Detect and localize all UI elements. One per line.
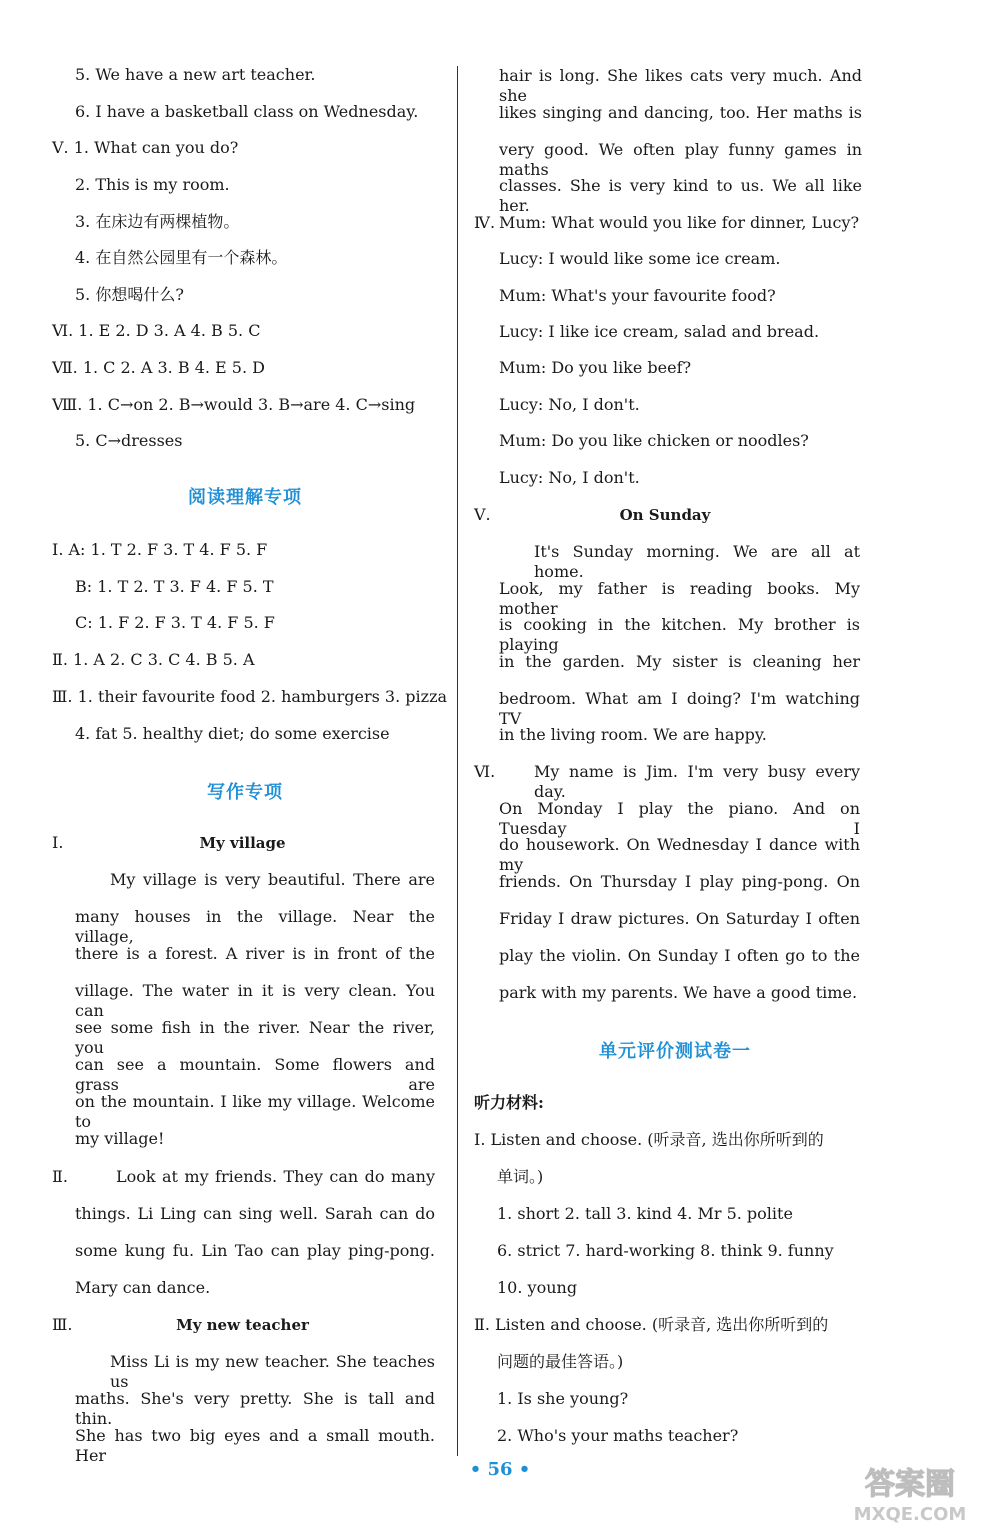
essay-line: likes singing and dancing, too. Her maths is — [499, 103, 862, 122]
dialogue-line: Lucy: I would like some ice cream. — [499, 249, 781, 268]
essay-line: On Monday I play the piano. And on Tuesday I — [499, 799, 860, 838]
essay-line: on the mountain. I like my village. Welcome to — [75, 1092, 435, 1131]
essay-title: My village — [199, 834, 286, 852]
dialogue-line: Mum: Do you like beef? — [499, 358, 692, 377]
essay-line: my village! — [75, 1129, 165, 1148]
answer-line: Ⅰ. A: 1. T 2. F 3. T 4. F 5. F — [52, 540, 268, 559]
essay-line: can see a mountain. Some flowers and grass are — [75, 1055, 435, 1094]
question-line: Ⅰ. Listen and choose. (听录音, 选出你所听到的 — [474, 1130, 824, 1149]
text-line: 4. 在自然公园里有一个森林。 — [75, 248, 288, 267]
essay-line: there is a forest. A river is in front of the — [75, 944, 435, 963]
essay-line: My village is very beautiful. There are — [110, 870, 435, 889]
question-line: 2. Who's your maths teacher? — [497, 1426, 739, 1445]
unit-heading: 单元评价测试卷一 — [599, 1041, 751, 1062]
essay-title: My new teacher — [176, 1316, 309, 1334]
essay-line: She has two big eyes and a small mouth. Her — [75, 1426, 435, 1465]
section-label: Ⅴ. — [474, 505, 491, 524]
essay-line: things. Li Ling can sing well. Sarah can do — [75, 1204, 435, 1223]
answer-line: Ⅶ. 1. C 2. A 3. B 4. E 5. D — [52, 358, 265, 377]
answer-line: 1. short 2. tall 3. kind 4. Mr 5. polite — [497, 1204, 793, 1223]
section-label: Ⅰ. — [52, 833, 64, 852]
essay-line: bedroom. What am I doing? I'm watching TV — [499, 689, 860, 728]
svg-text:MXQE.COM: MXQE.COM — [853, 1504, 967, 1525]
question-line: 问题的最佳答语。) — [497, 1352, 624, 1371]
answer-line: 6. strict 7. hard-working 8. think 9. funny — [497, 1241, 834, 1260]
section-label: Ⅵ. — [474, 762, 496, 781]
essay-line: maths. She's very pretty. She is tall and thin. — [75, 1389, 435, 1428]
answer-line: Ⅱ. 1. A 2. C 3. C 4. B 5. A — [52, 650, 255, 669]
answer-line: 10. young — [497, 1278, 578, 1297]
text-line: Ⅴ. 1. What can you do? — [52, 138, 239, 157]
essay-line: Look, my father is reading books. My mother — [499, 579, 860, 618]
listening-label: 听力材料: — [474, 1093, 544, 1112]
essay-line: is cooking in the kitchen. My brother is playing — [499, 615, 860, 654]
text-line: 5. We have a new art teacher. — [75, 65, 316, 84]
essay-line: It's Sunday morning. We are all at home. — [534, 542, 860, 581]
essay-line: friends. On Thursday I play ping-pong. On — [499, 872, 860, 891]
essay-line: play the violin. On Sunday I often go to the — [499, 946, 860, 965]
essay-line: park with my parents. We have a good time. — [499, 983, 858, 1002]
question-line: 1. Is she young? — [497, 1389, 629, 1408]
text-line: 6. I have a basketball class on Wednesday. — [75, 102, 419, 121]
essay-line: very good. We often play funny games in maths — [499, 140, 862, 179]
essay-line: in the living room. We are happy. — [499, 725, 767, 744]
reading-heading: 阅读理解专项 — [188, 487, 302, 508]
watermark-logo — [830, 1460, 990, 1526]
answer-line: Ⅷ. 1. C→on 2. B→would 3. B→are 4. C→sing — [52, 395, 416, 414]
answer-line: Ⅲ. 1. their favourite food 2. hamburgers 3. pizza — [52, 687, 448, 706]
column-divider — [457, 66, 458, 1456]
essay-line: classes. She is very kind to us. We all like her. — [499, 176, 862, 215]
essay-line: hair is long. She likes cats very much. And she — [499, 66, 862, 105]
essay-line: Friday I draw pictures. On Saturday I often — [499, 909, 860, 928]
dialogue-line: Lucy: No, I don't. — [499, 468, 640, 487]
text-line: 2. This is my room. — [75, 175, 230, 194]
essay-line: Mary can dance. — [75, 1278, 211, 1297]
essay-line: My name is Jim. I'm very busy every day. — [534, 762, 860, 801]
answer-line: C: 1. F 2. F 3. T 4. F 5. F — [75, 613, 275, 632]
essay-line: in the garden. My sister is cleaning her — [499, 652, 860, 671]
text-line: 5. 你想喝什么? — [75, 285, 184, 304]
question-line: Ⅱ. Listen and choose. (听录音, 选出你所听到的 — [474, 1315, 829, 1334]
essay-title: On Sunday — [619, 506, 711, 524]
svg-text:答案圈: 答案圈 — [865, 1467, 955, 1502]
essay-line: some kung fu. Lin Tao can play ping-pong. — [75, 1241, 435, 1260]
essay-line: see some fish in the river. Near the river, you — [75, 1018, 435, 1057]
section-label: Ⅱ. — [52, 1167, 68, 1186]
essay-line: Miss Li is my new teacher. She teaches us — [110, 1352, 435, 1391]
essay-line: do housework. On Wednesday I dance with my — [499, 835, 860, 874]
dialogue-line: Mum: Do you like chicken or noodles? — [499, 431, 809, 450]
text-line: 3. 在床边有两棵植物。 — [75, 212, 240, 231]
answer-line: 5. C→dresses — [75, 431, 183, 450]
dialogue-line: Mum: What's your favourite food? — [499, 286, 776, 305]
answer-line: Ⅵ. 1. E 2. D 3. A 4. B 5. C — [52, 321, 261, 340]
section-label: Ⅲ. — [52, 1315, 73, 1334]
writing-heading: 写作专项 — [207, 782, 283, 803]
question-line: 单词。) — [497, 1167, 544, 1186]
dialogue-line: Mum: What would you like for dinner, Lucy? — [499, 213, 860, 232]
essay-line: many houses in the village. Near the village, — [75, 907, 435, 946]
page-number: • 56 • — [469, 1459, 531, 1480]
dialogue-line: Lucy: I like ice cream, salad and bread. — [499, 322, 820, 341]
section-label: Ⅳ. — [474, 213, 496, 232]
answer-line: B: 1. T 2. T 3. F 4. F 5. T — [75, 577, 274, 596]
essay-line: village. The water in it is very clean. You can — [75, 981, 435, 1020]
essay-line: Look at my friends. They can do many — [116, 1167, 435, 1186]
answer-line: 4. fat 5. healthy diet; do some exercise — [75, 724, 390, 743]
dialogue-line: Lucy: No, I don't. — [499, 395, 640, 414]
